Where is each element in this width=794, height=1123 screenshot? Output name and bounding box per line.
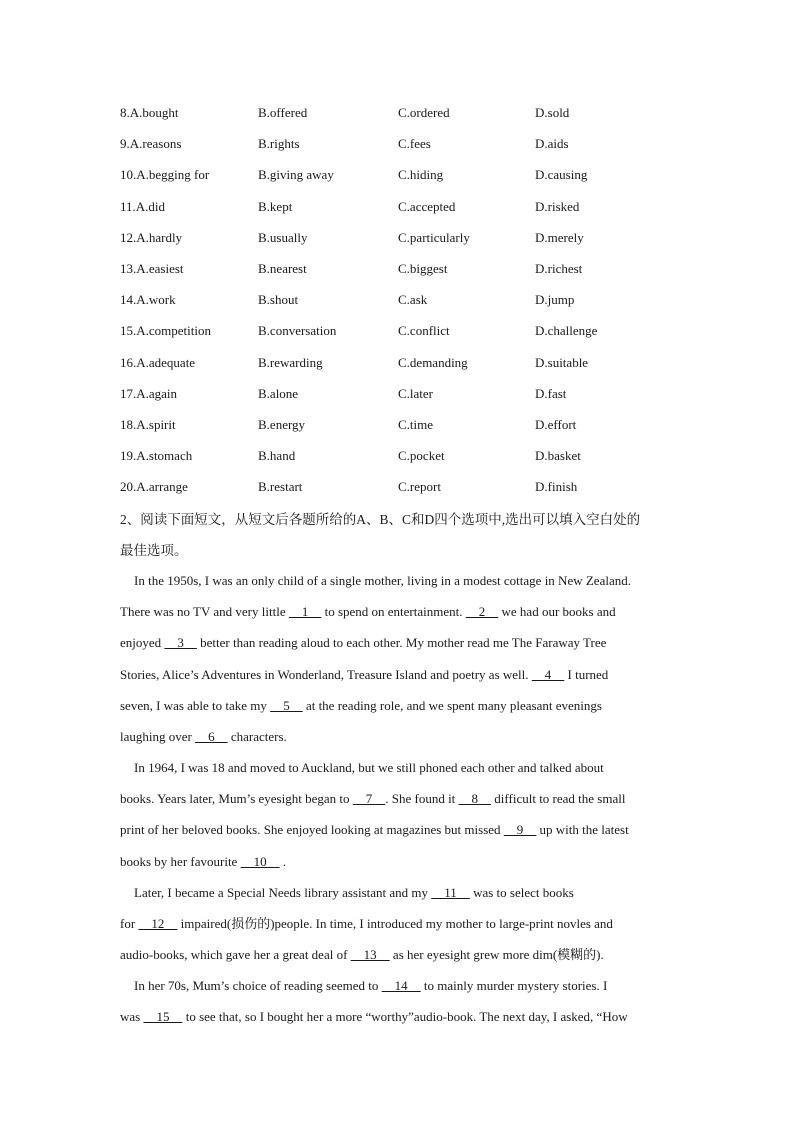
blank-1: 1 <box>288 604 322 620</box>
option-d: D.merely <box>535 229 584 245</box>
option-a: 8.A.bought <box>120 105 179 120</box>
passage-line: seven, I was able to take my 5 at the reading role, and we spent many pleasant evenings <box>120 697 602 713</box>
option-d: D.causing <box>535 167 588 183</box>
passage-line: audio-books, which gave her a great deal of 13 as her eyesight grew more dim(模糊的). <box>120 947 604 963</box>
passage-line: books by her favourite 10 . <box>120 853 287 869</box>
options-row-8 <box>120 97 720 128</box>
blank-12: 12 <box>138 916 178 932</box>
passage-line: Later, I became a Special Needs library assistant and my 11 was to select books <box>134 885 574 900</box>
passage-line: books. Years later, Mum’s eyesight began to 7 . She found it 8 difficult to read the small <box>120 791 626 807</box>
blank-2: 2 <box>465 604 499 620</box>
option-a: 12.A.hardly <box>120 229 183 245</box>
option-c: C.demanding <box>398 354 468 370</box>
option-c: C.report <box>398 479 441 495</box>
option-a: 16.A.adequate <box>120 354 196 370</box>
option-a: 17.A.again <box>120 385 178 401</box>
passage-paragraph-4 <box>120 970 680 1032</box>
option-d: D.finish <box>535 479 578 495</box>
option-a: 20.A.arrange <box>120 479 188 495</box>
passage-line: Stories, Alice’s Adventures in Wonderland, Treasure Island and poetry as well. 4 I turned <box>120 666 609 682</box>
blank-4: 4 <box>531 666 565 682</box>
option-c: C.fees <box>398 136 431 152</box>
option-b: B.rewarding <box>258 354 323 370</box>
options-row-11 <box>120 191 720 222</box>
blank-6: 6 <box>195 728 228 744</box>
passage-line: laughing over 6 characters. <box>120 728 287 744</box>
option-d: D.richest <box>535 260 583 276</box>
option-c: C.ask <box>398 292 428 308</box>
passage-line: enjoyed 3 better than reading aloud to each other. My mother read me The Faraway Tree <box>120 635 607 651</box>
section-2-instruction <box>120 504 680 566</box>
passage-line: for 12 impaired(损伤的)people. In time, I introduced my mother to large-print novles and <box>120 916 613 932</box>
option-a: 19.A.stomach <box>120 448 193 464</box>
blank-14: 14 <box>381 978 421 993</box>
option-a: 14.A.work <box>120 292 176 308</box>
option-d: D.effort <box>535 416 577 432</box>
option-b: B.offered <box>258 105 308 120</box>
blank-3: 3 <box>164 635 197 651</box>
blank-15: 15 <box>143 1009 183 1025</box>
answer-options-table <box>120 97 720 502</box>
option-b: B.kept <box>258 198 293 214</box>
option-b: B.alone <box>258 385 299 401</box>
blank-11: 11 <box>431 885 470 900</box>
instruction-line: 最佳选项。 <box>120 543 188 559</box>
options-row-10 <box>120 159 720 190</box>
options-row-13 <box>120 253 720 284</box>
blank-10: 10 <box>240 853 280 869</box>
option-d: D.challenge <box>535 323 598 339</box>
options-row-19 <box>120 440 720 471</box>
option-c: C.pocket <box>398 448 445 464</box>
option-d: D.fast <box>535 385 567 401</box>
option-a: 15.A.competition <box>120 323 211 339</box>
option-c: C.time <box>398 416 434 432</box>
passage-line: In the 1950s, I was an only child of a single mother, living in a modest cottage in New Zealand. <box>134 573 631 588</box>
passage-paragraph-1 <box>120 565 680 752</box>
option-b: B.usually <box>258 229 308 245</box>
option-a: 9.A.reasons <box>120 136 182 152</box>
option-c: C.conflict <box>398 323 450 339</box>
option-c: C.hiding <box>398 167 444 183</box>
option-c: C.particularly <box>398 229 470 245</box>
option-c: C.later <box>398 385 434 401</box>
passage-line: There was no TV and very little 1 to spend on entertainment. 2 we had our books and <box>120 604 616 620</box>
option-b: B.rights <box>258 136 300 152</box>
passage-line: In her 70s, Mum’s choice of reading seemed to 14 to mainly murder mystery stories. I <box>134 978 608 993</box>
blank-9: 9 <box>503 822 537 838</box>
option-d: D.risked <box>535 198 580 214</box>
option-a: 11.A.did <box>120 198 166 214</box>
blank-7: 7 <box>352 791 386 807</box>
instruction-line: 2、阅读下面短文，从短文后各题所给的A、B、C和D四个选项中,选出可以填入空白处的 <box>120 512 641 527</box>
option-a: 10.A.begging for <box>120 167 210 183</box>
option-b: B.shout <box>258 292 299 308</box>
options-row-12 <box>120 222 720 253</box>
option-b: B.giving away <box>258 167 334 183</box>
option-d: D.basket <box>535 448 581 464</box>
option-b: B.restart <box>258 479 303 495</box>
passage-line: print of her beloved books. She enjoyed looking at magazines but missed 9 up with the latest <box>120 822 629 838</box>
options-row-17 <box>120 378 720 409</box>
option-c: C.ordered <box>398 105 450 120</box>
blank-5: 5 <box>270 697 303 713</box>
passage-paragraph-3 <box>120 877 680 971</box>
options-row-14 <box>120 284 720 315</box>
options-row-9 <box>120 128 720 159</box>
option-b: B.nearest <box>258 260 307 276</box>
option-c: C.biggest <box>398 260 448 276</box>
options-row-16 <box>120 347 720 378</box>
option-b: B.energy <box>258 416 306 432</box>
blank-8: 8 <box>458 791 492 807</box>
passage-line: was 15 to see that, so I bought her a more “worthy”audio-book. The next day, I asked, “How <box>120 1009 628 1025</box>
options-row-18 <box>120 409 720 440</box>
passage-paragraph-2 <box>120 752 680 877</box>
option-c: C.accepted <box>398 198 456 214</box>
option-b: B.conversation <box>258 323 337 339</box>
option-a: 13.A.easiest <box>120 260 184 276</box>
option-d: D.suitable <box>535 354 589 370</box>
option-a: 18.A.spirit <box>120 416 176 432</box>
option-d: D.jump <box>535 292 575 308</box>
option-d: D.sold <box>535 105 570 120</box>
option-b: B.hand <box>258 448 296 464</box>
options-row-20 <box>120 471 720 502</box>
option-d: D.aids <box>535 136 569 152</box>
blank-13: 13 <box>350 947 390 963</box>
options-row-15 <box>120 315 720 346</box>
passage-line: In 1964, I was 18 and moved to Auckland, but we still phoned each other and talked about <box>134 760 604 775</box>
